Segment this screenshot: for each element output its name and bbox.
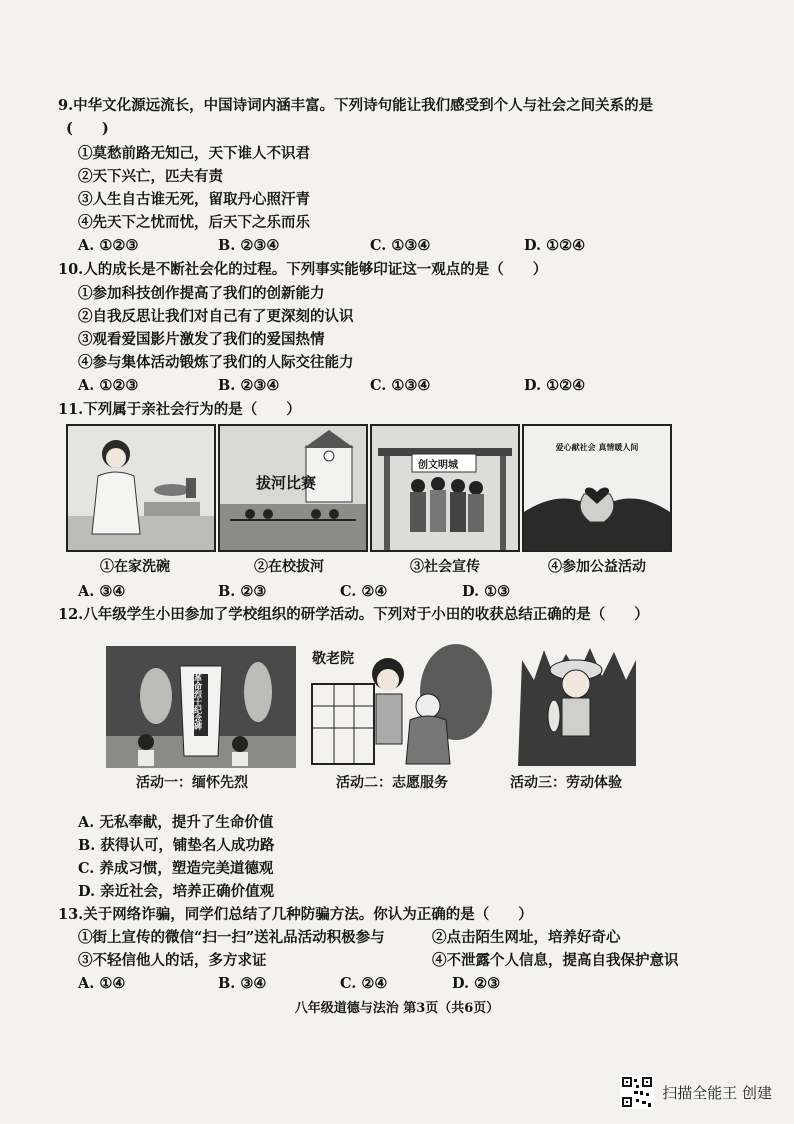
q12-option-d: D. 亲近社会，培养正确价值观	[78, 883, 275, 900]
q10-option-d: D. ①②④	[524, 377, 586, 394]
q9-bracket: ( )	[66, 120, 109, 137]
q12-option-b: B. 获得认可，铺垫名人成功路	[78, 837, 275, 854]
q9-option-d: D. ①②④	[524, 237, 586, 254]
q11-option-a: A. ③④	[78, 583, 126, 600]
scanner-watermark-text: 扫描全能王 创建	[662, 1083, 772, 1102]
q10-stem: 10.人的成长是不断社会化的过程。下列事实能够印证这一观点的是（ ）	[58, 261, 548, 278]
q9-option-c: C. ①③④	[370, 237, 431, 254]
q11-option-c: C. ②④	[340, 583, 388, 600]
qr-code-icon	[620, 1075, 654, 1109]
q12-caption-3: 活动三：劳动体验	[510, 775, 622, 791]
q11-picture-tug-text: 拔河比赛	[256, 474, 317, 492]
q11-stem: 11.下列属于亲社会行为的是（ ）	[58, 401, 301, 418]
q9-item-4: ④先天下之忧而忧，后天下之乐而乐	[78, 214, 310, 231]
q11-option-b: B. ②③	[218, 583, 267, 600]
q11-picture-dishwashing	[66, 424, 216, 552]
q9-item-1: ①莫愁前路无知己，天下谁人不识君	[78, 145, 310, 162]
q13-option-b: B. ③④	[218, 975, 267, 992]
q12-picture-memorial-text: 革命烈士纪念碑	[194, 673, 202, 731]
q11-option-d: D. ①③	[462, 583, 511, 600]
scanner-watermark	[620, 1075, 772, 1109]
q13-option-a: A. ①④	[78, 975, 126, 992]
q11-caption-4: ④参加公益活动	[548, 559, 646, 575]
page-footer: 八年级道德与法治 第3页（共6页）	[294, 1001, 500, 1016]
q12-stem: 12.八年级学生小田参加了学校组织的研学活动。下列对于小田的收获总结正确的是（ ）	[58, 606, 649, 623]
q12-option-c: C. 养成习惯，塑造完美道德观	[78, 860, 274, 877]
q13-item-4: ④不泄露个人信息，提高自我保护意识	[432, 952, 679, 969]
q12-picture-nursing-home-sign: 敬老院	[312, 651, 354, 667]
q11-caption-3: ③社会宣传	[410, 559, 480, 575]
q10-item-3: ③观看爱国影片激发了我们的爱国热情	[78, 331, 325, 348]
q12-picture-nursing-home	[306, 640, 494, 768]
q13-item-3: ③不轻信他人的话，多方求证	[78, 952, 267, 969]
q13-stem: 13.关于网络诈骗，同学们总结了几种防骗方法。你认为正确的是（ ）	[58, 906, 533, 923]
q9-item-3: ③人生自古谁无死，留取丹心照汗青	[78, 191, 310, 208]
q10-item-4: ④参与集体活动锻炼了我们的人际交往能力	[78, 354, 354, 371]
q9-item-2: ②天下兴亡，匹夫有责	[78, 168, 223, 185]
q9-option-b: B. ②③④	[218, 237, 280, 254]
q10-option-a: A. ①②③	[78, 377, 139, 394]
q11-picture-publicity-text: 创文明城	[418, 460, 458, 471]
q13-item-1: ①街上宣传的微信“扫一扫”送礼品活动积极参与	[78, 929, 385, 946]
q9-option-a: A. ①②③	[78, 237, 139, 254]
q13-item-2: ②点击陌生网址，培养好奇心	[432, 929, 621, 946]
q10-option-b: B. ②③④	[218, 377, 280, 394]
q12-picture-farming	[514, 640, 640, 766]
q12-caption-1: 活动一：缅怀先烈	[136, 775, 248, 791]
q11-picture-tug-of-war	[218, 424, 368, 552]
q10-option-c: C. ①③④	[370, 377, 431, 394]
q12-caption-2: 活动二：志愿服务	[336, 775, 448, 791]
q13-option-c: C. ②④	[340, 975, 388, 992]
q11-caption-1: ①在家洗碗	[100, 559, 170, 575]
q10-item-1: ①参加科技创作提高了我们的创新能力	[78, 285, 325, 302]
q9-stem: 9.中华文化源远流长，中国诗词内涵丰富。下列诗句能让我们感受到个人与社会之间关系的是	[58, 97, 654, 114]
q12-option-a: A. 无私奉献，提升了生命价值	[78, 814, 274, 831]
q11-picture-publicity	[370, 424, 520, 552]
q11-caption-2: ②在校拔河	[254, 559, 324, 575]
q12-picture-memorial	[106, 646, 296, 768]
q10-item-2: ②自我反思让我们对自己有了更深刻的认识	[78, 308, 354, 325]
q11-picture-charity	[522, 424, 672, 552]
q13-option-d: D. ②③	[452, 975, 501, 992]
q11-picture-charity-text: 爱心献社会 真情暖人间	[555, 442, 639, 452]
